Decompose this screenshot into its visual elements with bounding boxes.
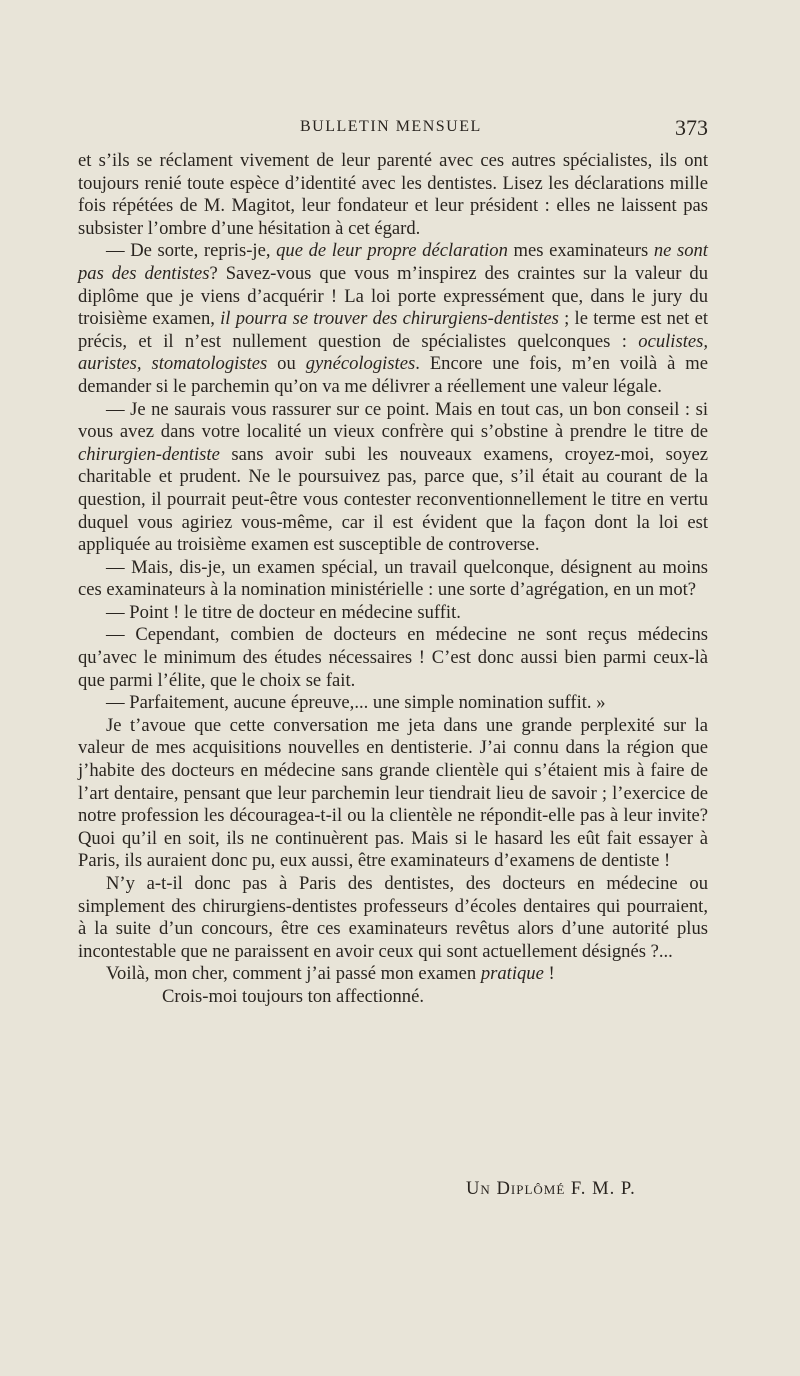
italic-text: gynécologistes [305, 353, 416, 375]
text-run: — Mais, dis-je, un examen spécial, un travail quelconque, désignent au moins ces examinateurs à la nomination ministérielle : une sorte d’agrégation, en un mot? [78, 556, 708, 601]
italic-text: que de leur propre déclaration [276, 240, 508, 262]
text-run: ou [267, 353, 306, 375]
italic-text: pratique [480, 963, 544, 985]
running-title: BULLETIN MENSUEL [300, 118, 482, 135]
paragraph [78, 873, 708, 963]
body-text [78, 150, 708, 1009]
signature: Un Diplômé F. M. P. [466, 1178, 636, 1199]
text-run: ; le terme est net et précis, et il n’est nullement question de spécialistes quelconques : [78, 308, 709, 352]
text-run: — Je ne saurais vous rassurer sur ce point. Mais en tout cas, un bon conseil : si vous avez dans votre localité un vieux confrère qui s’obstine à prendre le titre de [78, 398, 708, 443]
text-run: Crois-moi toujours ton affectionné. [162, 985, 424, 1007]
text-run: sans avoir subi les nouveaux examens, croyez-moi, soyez charitable et prudent. Ne le poursuivez pas, parce que, s’il était au courant de la question, il pourrait peut-être vous contester reconventionnellement le titre en vertu duquel vous agiriez vous-même, car il est évident que la façon dont la loi est appliquée au troisième examen est susceptible de controverse. [78, 443, 708, 556]
text-run: mes examinateurs [507, 240, 654, 262]
text-run: . Encore une fois, m’en voilà à me demander si le parchemin qu’on va me délivrer a réellement une valeur légale. [78, 353, 708, 397]
paragraph [78, 715, 708, 873]
page-header [78, 115, 708, 142]
italic-text: oculistes, auristes, stomatologistes [78, 330, 708, 375]
paragraph [78, 240, 708, 398]
paragraph [78, 602, 708, 625]
italic-text: ne sont pas des dentistes [78, 240, 708, 284]
paragraph [78, 399, 708, 557]
paragraph [78, 692, 708, 715]
italic-text: il pourra se trouver des chirurgiens-dentistes [220, 308, 559, 330]
text-run: — Point ! le titre de docteur en médecine suffit. [106, 601, 461, 623]
text-run: ! [543, 963, 555, 985]
italic-text: chirurgien-dentiste [78, 443, 220, 465]
paragraph [78, 986, 708, 1009]
text-run: Je t’avoue que cette conversation me jeta dans une grande perplexité sur la valeur de mes acquisitions nouvelles en dentisterie. J’ai connu dans la région que j’habite des docteurs en médecine sans grande clientèle qui s’étaient mis à faire de l’art dentaire, pensant que leur parchemin leur tiendrait lieu de savoir ; l’exercice de notre profession les découragea-t-il ou la clientèle ne répondit-elle pas à leur invite? Quoi qu’il en soit, ils ne continuèrent pas. Mais si le hasard les eût fait essayer à Paris, ils auraient donc pu, eux aussi, être examinateurs d’examens de dentiste ! [78, 714, 708, 872]
text-run: — Cependant, combien de docteurs en médecine ne sont reçus médecins qu’avec le minimum des études nécessaires ! C’est donc aussi bien parmi ceux-là que parmi l’élite, que le choix se fait. [78, 624, 708, 691]
paragraph [78, 963, 708, 986]
paragraph [78, 150, 708, 240]
text-run: Voilà, mon cher, comment j’ai passé mon examen [106, 963, 481, 985]
page-number: 373 [675, 115, 708, 140]
paragraph [78, 557, 708, 602]
paragraph [78, 624, 708, 692]
text-run: — De sorte, repris-je, [106, 240, 277, 262]
text-run: et s’ils se réclament vivement de leur parenté avec ces autres spécialistes, ils ont toujours renié toute espèce d’identité avec les dentistes. Lisez les déclarations mille fois répétées de M. Magitot, leur fondateur et leur président : elles ne laissent pas subsister l’ombre d’une hésitation à cet égard. [78, 150, 708, 239]
text-run: ? Savez-vous que vous m’inspirez des craintes sur la valeur du diplôme que je viens d’acquérir ! La loi porte expressément que, dans le jury du troisième examen, [78, 262, 708, 330]
text-run: — Parfaitement, aucune épreuve,... une simple nomination suffit. » [106, 692, 606, 714]
text-run: N’y a-t-il donc pas à Paris des dentistes, des docteurs en médecine ou simplement des chirurgiens-dentistes professeurs d’écoles dentaires qui pourraient, à la suite d’un concours, être ces examinateurs revêtus alors d’une autorité plus incontestable que ne paraissent en avoir ceux qui sont actuellement désignés ?... [78, 873, 708, 962]
